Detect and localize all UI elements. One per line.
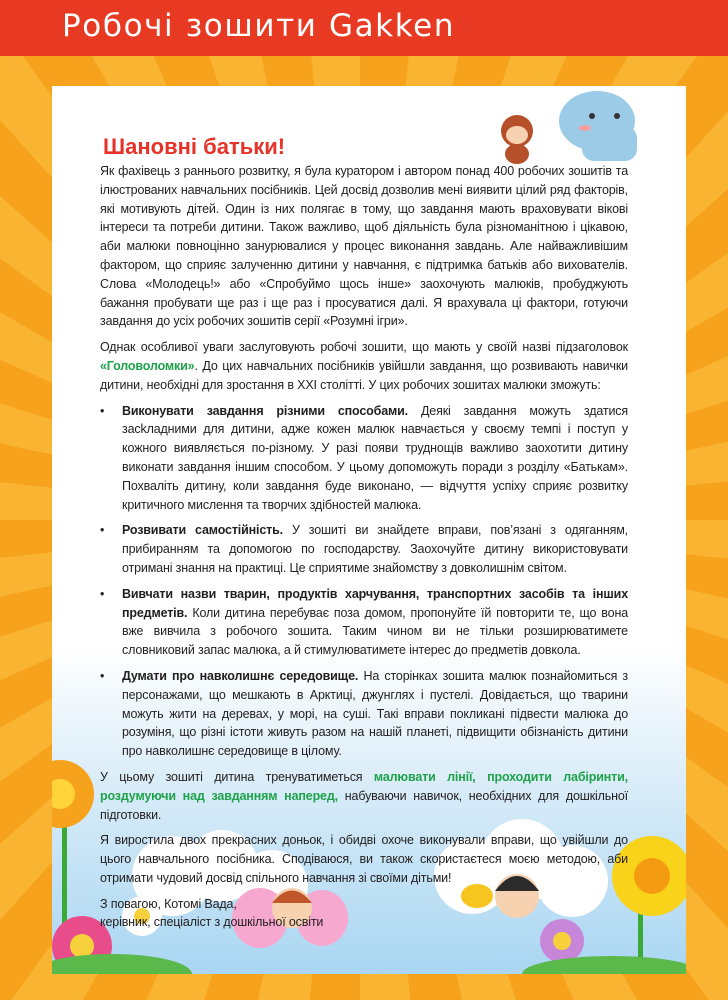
list-item-text: На сторінках зошита малюк познайомиться з персонажами, що мешкають в Арктиці, джунглях і пустелі. Довідається, що тварини можуть жити на деревах, у морі, на суші. Такі вправи покликані підвести малюка до розуміня, що різні істоти живуть разом на нашій планеті, підвищити обізнаність дитини про навколишнє середовище в цілому. — [122, 668, 628, 759]
list-item — [100, 521, 628, 577]
list-item-heading: Вивчати назви тварин, продуктів харчування, транспортних засобів та інших предметів. — [122, 586, 628, 620]
text: набуваючи навичок, необхідних для дошкільної підготовки. — [100, 788, 628, 822]
text: Однак особливої уваги заслуговують робочі зошити, що мають у своїй назві підзаголовок — [100, 340, 628, 355]
letter-body — [100, 162, 628, 932]
letter-title: Шановні батьки! — [103, 134, 286, 159]
header-title: Робочі зошити Gakken — [62, 8, 456, 44]
list-item-text: Деякі завдання можуть здатися засkладними для дитини, адже кожен малюк навчається у своєму темпі і поступ у кожного виявляється по-різному. У разі появи труднощів важливо заохотити дитину виконати завдання іншим способом. У цьому допоможуть поради з розділу «Батькам». Похваліть дитину, коли завдання буде виконано, — відчуття успіху сприяє розвитку критичного мислення та творчих здібностей малюка. — [122, 403, 628, 512]
header-bar — [0, 0, 728, 56]
signature-name: З повагою, Котомі Вада, — [100, 896, 237, 911]
highlight-skills: малювати лінії, проходити лабіринти, роздумуючи над завданням наперед, — [100, 769, 628, 803]
list-item-text: Коли дитина перебуває поза домом, пропонуйте їй повторити те, що вона вже вивчила з робочого зошита. Таким чином ви не тільки розширюватимете словниковий запас малюка, а й стимулюватимете інтерес до предметів довкола. — [122, 605, 628, 658]
elephant-icon — [559, 91, 637, 161]
list-item — [100, 585, 628, 660]
highlight-puzzles: «Головоломки» — [100, 358, 195, 373]
monkey-icon — [501, 115, 533, 164]
text: . До цих навчальних посібників увійшли завдання, що розвивають навички дитини, необхідні для зростання в XXI столітті. У цих робочих зошитах малюки зможуть: — [100, 358, 628, 392]
list-item — [100, 402, 628, 515]
list-item — [100, 667, 628, 761]
letter-card — [52, 86, 686, 974]
paragraph-training — [100, 768, 628, 824]
list-item-heading: Розвивати самостійність. — [122, 523, 284, 538]
paragraph-intro: Як фахівець з раннього розвитку, я була куратором і автором понад 400 робочих зошитів та ілюстрованих навчальних посібників. Цей досвід дозволив мені виявити цілий ряд факторів, які мотивують дітей. Один із них полягає в тому, що завдання мають враховувати вікові інтереси та потреби дитини. Також важливо, щоб діяльність була різноманітною і цікавою, аби малюки повноцінно занурювалися у процес виконання завдань. Але найважливішим фактором, що сприяє залученню дитини у навчання, є підтримка батьків або вихователів. Слова «Молодець!» або «Спробуймо щось інше» заохочують малюків, пробуджують бажання пробувати ще раз і ще раз і просуватися далі. Я врахувала ці фактори, готуючи завдання до усіх робочих зошитів серії «Розумні ігри». — [100, 164, 628, 329]
list-item-text: У зошиті ви знайдете вправи, пов’язані з одяганням, прибиранням та допомогою по господарству. Заохочуйте дитину використовувати отримані знання на практиці. Це сприятиме знайомству з довколишнім світом. — [122, 523, 628, 575]
list-item-heading: Думати про навколишнє середовище. — [122, 668, 359, 683]
signature-role: керівник, спеціаліст з дошкільної освіти — [100, 915, 324, 930]
paragraph-puzzles — [100, 338, 628, 394]
signature — [100, 895, 628, 933]
paragraph-closing: Я виростила двох прекрасних доньок, і обидві охоче виконували вправи, що увійшли до цього навчального посібника. Сподіваюся, ви також скористаєтеся моєю методою, аби отримати чудовий досвід спільного навчання зі своїми дітьми! — [100, 833, 628, 885]
text: У цьому зошиті дитина тренуватиметься — [100, 769, 374, 784]
list-item-heading: Виконувати завдання різними способами. — [122, 403, 408, 418]
skills-list — [100, 402, 628, 761]
